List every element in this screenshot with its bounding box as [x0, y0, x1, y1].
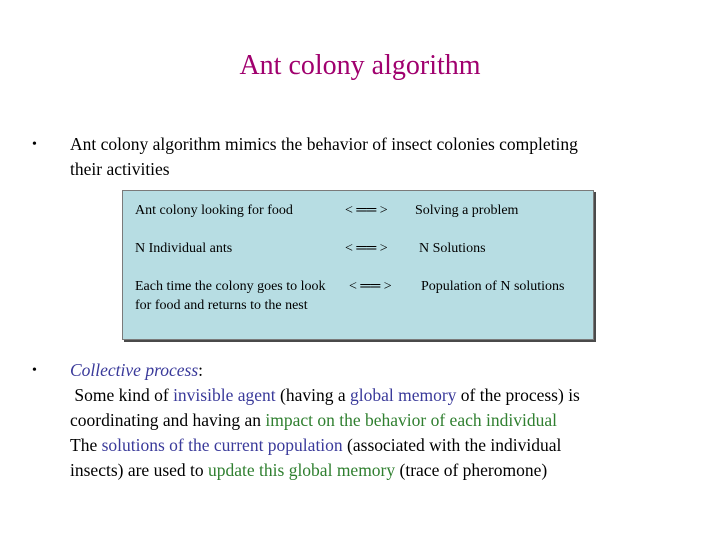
analogy-ant-term: Ant colony looking for food [135, 203, 293, 218]
analogy-solution-term: Solving a problem [415, 203, 519, 218]
analogy-box [122, 190, 594, 340]
analogy-arrow: < ══ > [349, 279, 392, 294]
bullet-2-line-4: insects) are used to update this global memory (trace of pheromone) [70, 460, 548, 480]
bullet-point-2 [32, 358, 690, 483]
analogy-arrow: < ══ > [345, 203, 388, 218]
bullet-1-line-1: Ant colony algorithm mimics the behavior of insect colonies completing [70, 134, 578, 154]
bullet-icon: • [32, 363, 37, 378]
analogy-arrow: < ══ > [345, 241, 388, 256]
bullet-point-1 [32, 132, 670, 182]
bullet-2-line-2: coordinating and having an impact on the behavior of each individual [70, 410, 557, 430]
bullet-2-heading: Collective process: [70, 360, 204, 380]
analogy-ant-term: Each time the colony goes to look for food and returns to the nest [135, 279, 326, 313]
slide-title: Ant colony algorithm [239, 50, 481, 81]
analogy-solution-term: N Solutions [419, 241, 486, 256]
analogy-solution-term: Population of N solutions [421, 279, 565, 294]
bullet-2-line-1: Some kind of invisible agent (having a global memory of the process) is [74, 385, 580, 405]
bullet-1-line-2: their activities [70, 159, 170, 179]
bullet-icon: • [32, 137, 37, 152]
bullet-2-line-3: The solutions of the current population (associated with the individual [70, 435, 562, 455]
analogy-ant-term: N Individual ants [135, 241, 233, 256]
